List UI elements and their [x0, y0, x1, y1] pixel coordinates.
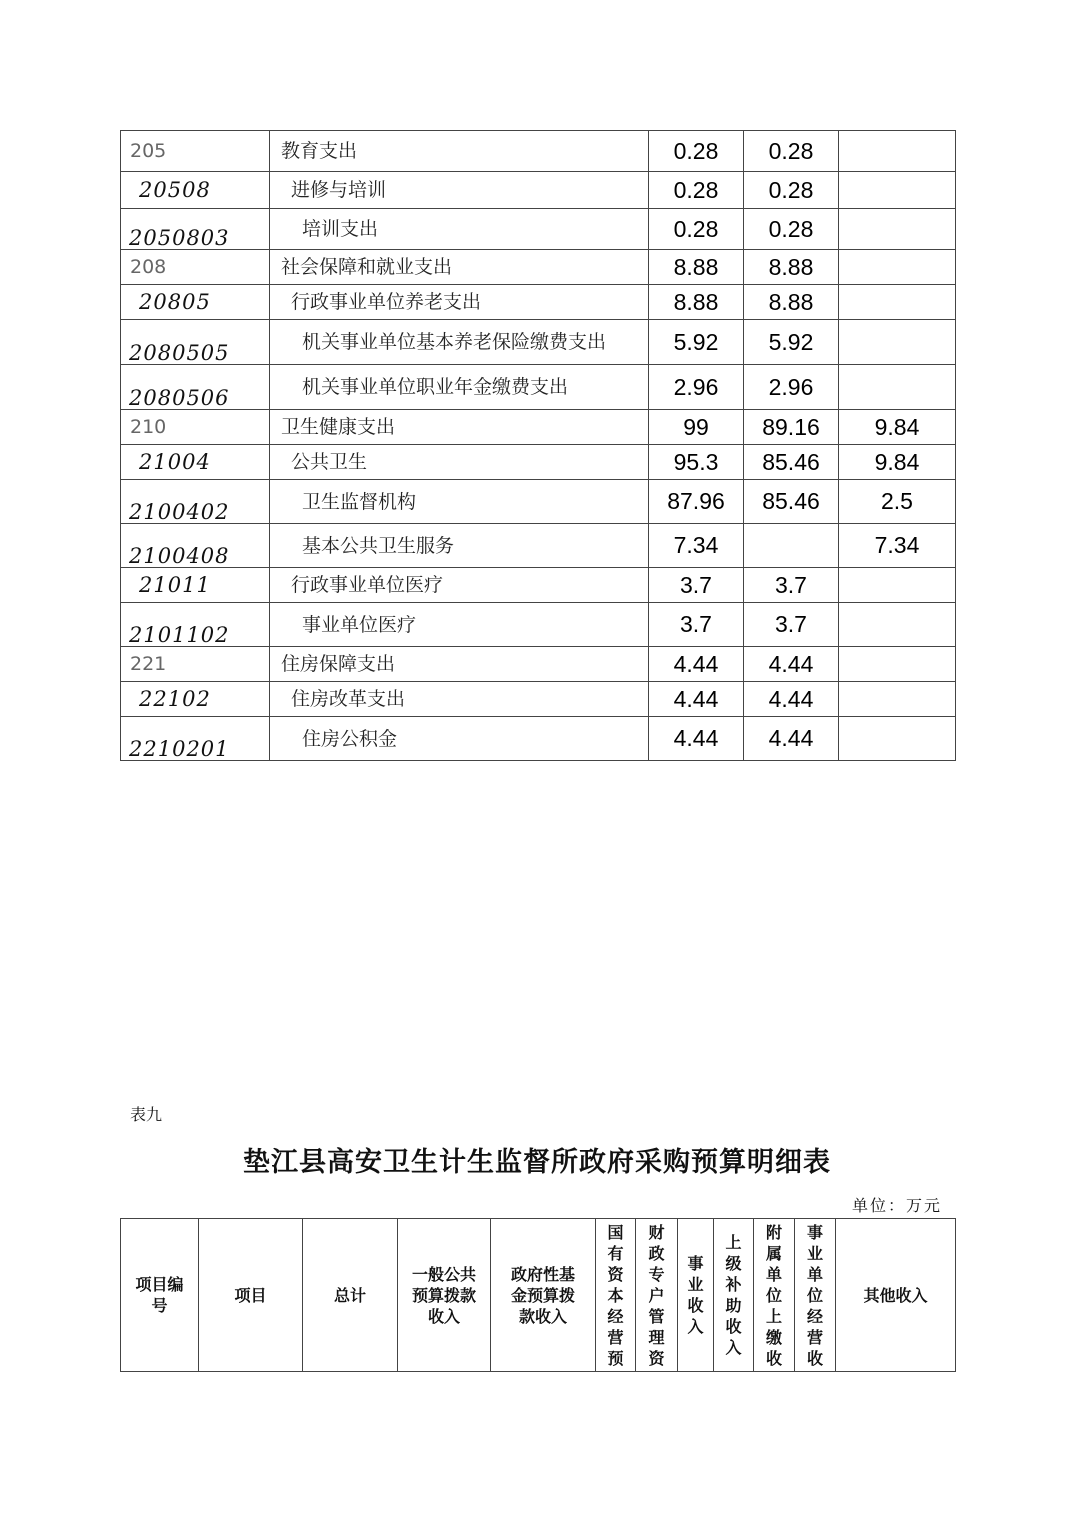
row-project — [839, 365, 956, 410]
row-basic: 8.88 — [744, 250, 839, 285]
budget-row — [121, 445, 956, 480]
row-name: 机关事业单位职业年金缴费支出 — [270, 365, 649, 410]
row-basic — [744, 524, 839, 568]
row-project — [839, 209, 956, 250]
table-number-label: 表九 — [130, 1105, 163, 1124]
row-name: 进修与培训 — [270, 172, 649, 209]
row-code: 2101102 — [121, 603, 270, 647]
row-project — [839, 603, 956, 647]
budget-row — [121, 410, 956, 445]
row-name: 教育支出 — [270, 131, 649, 172]
header-project: 项目 — [199, 1219, 303, 1372]
header-business-income: 事业收入 — [678, 1219, 714, 1372]
budget-row — [121, 568, 956, 603]
row-name: 机关事业单位基本养老保险缴费支出 — [270, 320, 649, 365]
row-name: 基本公共卫生服务 — [270, 524, 649, 568]
row-project — [839, 250, 956, 285]
row-total: 3.7 — [649, 603, 744, 647]
row-total: 0.28 — [649, 131, 744, 172]
budget-row — [121, 131, 956, 172]
row-name: 公共卫生 — [270, 445, 649, 480]
row-basic: 5.92 — [744, 320, 839, 365]
row-name: 行政事业单位养老支出 — [270, 285, 649, 320]
procurement-header-row — [121, 1219, 956, 1372]
header-superior-subsidy: 上级补助收入 — [714, 1219, 754, 1372]
row-project — [839, 320, 956, 365]
row-name: 卫生健康支出 — [270, 410, 649, 445]
row-total: 5.92 — [649, 320, 744, 365]
row-code: 21004 — [121, 445, 270, 480]
header-fund-budget: 政府性基金预算拨款收入 — [491, 1219, 596, 1372]
budget-row — [121, 480, 956, 524]
row-code: 2050803 — [121, 209, 270, 250]
row-basic: 4.44 — [744, 717, 839, 761]
row-name: 行政事业单位医疗 — [270, 568, 649, 603]
row-project — [839, 172, 956, 209]
row-code: 2100408 — [121, 524, 270, 568]
row-basic: 85.46 — [744, 480, 839, 524]
row-project — [839, 568, 956, 603]
row-basic: 0.28 — [744, 209, 839, 250]
budget-row — [121, 285, 956, 320]
row-code: 20508 — [121, 172, 270, 209]
header-total: 总计 — [303, 1219, 398, 1372]
row-code: 21011 — [121, 568, 270, 603]
page-title: 垫江县高安卫生计生监督所政府采购预算明细表 — [243, 1147, 831, 1178]
row-project — [839, 717, 956, 761]
row-total: 4.44 — [649, 647, 744, 682]
budget-row — [121, 647, 956, 682]
budget-row — [121, 320, 956, 365]
budget-row — [121, 209, 956, 250]
row-name: 事业单位医疗 — [270, 603, 649, 647]
row-project — [839, 647, 956, 682]
row-total: 95.3 — [649, 445, 744, 480]
row-project: 9.84 — [839, 410, 956, 445]
row-code: 210 — [121, 410, 270, 445]
row-code: 20805 — [121, 285, 270, 320]
row-code: 2100402 — [121, 480, 270, 524]
row-code: 2080505 — [121, 320, 270, 365]
header-other-income: 其他收入 — [836, 1219, 956, 1372]
row-total: 2.96 — [649, 365, 744, 410]
header-affiliate-remit: 附属单位上缴收 — [754, 1219, 795, 1372]
header-operating-income: 事业单位经营收 — [795, 1219, 836, 1372]
row-total: 87.96 — [649, 480, 744, 524]
budget-row — [121, 250, 956, 285]
row-code: 221 — [121, 647, 270, 682]
row-total: 99 — [649, 410, 744, 445]
row-code: 208 — [121, 250, 270, 285]
row-code: 2210201 — [121, 717, 270, 761]
budget-row — [121, 172, 956, 209]
budget-row — [121, 524, 956, 568]
row-total: 0.28 — [649, 209, 744, 250]
budget-row — [121, 365, 956, 410]
row-basic: 89.16 — [744, 410, 839, 445]
row-name: 卫生监督机构 — [270, 480, 649, 524]
row-name: 社会保障和就业支出 — [270, 250, 649, 285]
row-name: 住房改革支出 — [270, 682, 649, 717]
header-project-code: 项目编号 — [121, 1219, 199, 1372]
row-name: 住房公积金 — [270, 717, 649, 761]
row-basic: 8.88 — [744, 285, 839, 320]
row-code: 2080506 — [121, 365, 270, 410]
row-basic: 3.7 — [744, 603, 839, 647]
row-project — [839, 285, 956, 320]
row-project — [839, 131, 956, 172]
row-name: 培训支出 — [270, 209, 649, 250]
row-total: 0.28 — [649, 172, 744, 209]
row-project: 9.84 — [839, 445, 956, 480]
row-basic: 85.46 — [744, 445, 839, 480]
row-basic: 0.28 — [744, 172, 839, 209]
header-special-account: 财政专户管理资 — [636, 1219, 678, 1372]
header-general-budget: 一般公共预算拨款收入 — [398, 1219, 491, 1372]
row-basic: 4.44 — [744, 647, 839, 682]
row-project: 2.5 — [839, 480, 956, 524]
row-total: 8.88 — [649, 250, 744, 285]
row-total: 4.44 — [649, 682, 744, 717]
budget-row — [121, 682, 956, 717]
row-basic: 3.7 — [744, 568, 839, 603]
row-basic: 0.28 — [744, 131, 839, 172]
procurement-budget-table — [120, 1218, 956, 1372]
budget-detail-table — [120, 130, 956, 761]
budget-row — [121, 717, 956, 761]
header-state-capital: 国有资本经营预 — [596, 1219, 636, 1372]
row-basic: 4.44 — [744, 682, 839, 717]
row-project — [839, 682, 956, 717]
row-code: 22102 — [121, 682, 270, 717]
budget-row — [121, 603, 956, 647]
row-total: 8.88 — [649, 285, 744, 320]
row-project: 7.34 — [839, 524, 956, 568]
row-total: 3.7 — [649, 568, 744, 603]
row-total: 7.34 — [649, 524, 744, 568]
row-total: 4.44 — [649, 717, 744, 761]
row-basic: 2.96 — [744, 365, 839, 410]
row-code: 205 — [121, 131, 270, 172]
row-name: 住房保障支出 — [270, 647, 649, 682]
budget-table-body — [121, 131, 956, 761]
unit-label: 单位：万元 — [851, 1196, 942, 1215]
